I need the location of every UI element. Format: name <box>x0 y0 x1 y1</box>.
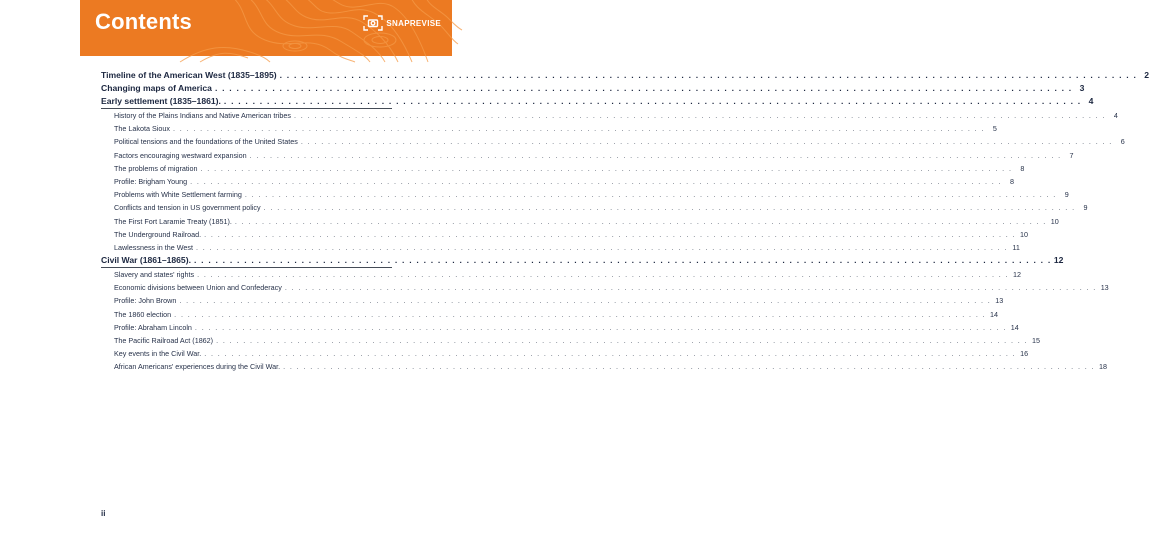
toc-section-row[interactable] <box>101 254 1064 268</box>
toc-subsection-row[interactable] <box>101 334 1040 347</box>
toc-subsection-row[interactable] <box>101 360 1107 373</box>
toc-dot-leader: . . . . . . . . . . . . . . . . . . . . . . . . . . . . . . . . . . . . . . . . . . . . . . . . . . . . . . . . . . . . . . . . . . . . . . . . . . . . . . . . . . . . . . . . . . . . . . . . . . . . . . . . . . . . . . . . . . . . . . . . <box>283 362 1095 372</box>
toc-dot-leader: . . . . . . . . . . . . . . . . . . . . . . . . . . . . . . . . . . . . . . . . . . . . . . . . . . . . . . . . . . . . . . . . . . . . . . . . . . . . . . . . . . . . . . . . . . . . . . . . . . . . . . . . . . . . . . . . . . . . . . . . <box>193 255 1052 266</box>
toc-dot-leader: . . . . . . . . . . . . . . . . . . . . . . . . . . . . . . . . . . . . . . . . . . . . . . . . . . . . . . . . . . . . . . . . . . . . . . . . . . . . . . . . . . . . . . . . . . . . . . . . . . . . . . . . . . . . . . . . . . . . . . . . <box>216 336 1028 345</box>
toc-page-number: 14 <box>1010 322 1019 332</box>
toc-entry-title: The Underground Railroad. <box>114 229 202 239</box>
toc-entry-title: Profile: Brigham Young <box>114 176 188 186</box>
toc-dot-leader: . . . . . . . . . . . . . . . . . . . . . . . . . . . . . . . . . . . . . . . . . . . . . . . . . . . . . . . . . . . . . . . . . . . . . . . . . . . . . . . . . . . . . . . . . . . . . . . . . . . . . . . . . . . . . . . . . . . . . . . . <box>204 349 1017 359</box>
toc-dot-leader: . . . . . . . . . . . . . . . . . . . . . . . . . . . . . . . . . . . . . . . . . . . . . . . . . . . . . . . . . . . . . . . . . . . . . . . . . . . . . . . . . . . . . . . . . . . . . . . . . . . . . . . . . . . . . . . . . . . . . . . . <box>279 70 1138 80</box>
toc-dot-leader: . . . . . . . . . . . . . . . . . . . . . . . . . . . . . . . . . . . . . . . . . . . . . . . . . . . . . . . . . . . . . . . . . . . . . . . . . . . . . . . . . . . . . . . . . . . . . . . . . . . . . . . . . . . . . . . . . . . . . . . . <box>244 190 1057 200</box>
toc-entry-title: Political tensions and the foundations of the United States <box>114 137 298 147</box>
toc-page-number: 10 <box>1019 229 1028 239</box>
toc-subsection-row[interactable] <box>101 201 1088 214</box>
toc-page-number: 8 <box>1020 163 1025 173</box>
toc-page-number: 3 <box>1079 83 1085 93</box>
toc-dot-leader: . . . . . . . . . . . . . . . . . . . . . . . . . . . . . . . . . . . . . . . . . . . . . . . . . . . . . . . . . . . . . . . . . . . . . . . . . . . . . . . . . . . . . . . . . . . . . . . . . . . . . . . . . . . . . . . . . . . . . . . . <box>172 124 985 134</box>
toc-dot-leader: . . . . . . . . . . . . . . . . . . . . . . . . . . . . . . . . . . . . . . . . . . . . . . . . . . . . . . . . . . . . . . . . . . . . . . . . . . . . . . . . . . . . . . . . . . . . . . . . . . . . . . . . . . . . . . . . . . . . . . . . <box>179 296 992 306</box>
toc-subsection-row[interactable] <box>101 308 999 321</box>
toc-dot-leader: . . . . . . . . . . . . . . . . . . . . . . . . . . . . . . . . . . . . . . . . . . . . . . . . . . . . . . . . . . . . . . . . . . . . . . . . . . . . . . . . . . . . . . . . . . . . . . . . . . . . . . . . . . . . . . . . . . . . . . . . <box>197 270 1009 280</box>
toc-entry-title: The Pacific Railroad Act (1862) <box>114 336 214 345</box>
brand-name: SNAPREVISE <box>386 18 441 28</box>
toc-page-number: 8 <box>1010 176 1014 186</box>
toc-subsection-row[interactable] <box>101 188 1069 201</box>
contents-header-banner <box>80 0 452 56</box>
toc-subsection-row[interactable] <box>101 347 1029 360</box>
toc-page-number: 5 <box>992 124 997 134</box>
toc-page-number: 4 <box>1088 96 1094 106</box>
toc-dot-leader: . . . . . . . . . . . . . . . . . . . . . . . . . . . . . . . . . . . . . . . . . . . . . . . . . . . . . . . . . . . . . . . . . . . . . . . . . . . . . . . . . . . . . . . . . . . . . . . . . . . . . . . . . . . . . . . . . . . . . . . . <box>223 96 1082 106</box>
toc-subsection-row[interactable] <box>101 122 997 135</box>
toc-entry-title: History of the Plains Indians and Native American tribes <box>114 111 291 120</box>
toc-entry-title: Factors encouraging westward expansion <box>114 150 247 160</box>
toc-page-number: 9 <box>1083 203 1088 213</box>
toc-entry-title: Changing maps of America <box>101 83 212 93</box>
toc-subsection-row[interactable] <box>101 175 1014 188</box>
page-title: Contents <box>95 9 192 34</box>
toc-page-number: 12 <box>1012 270 1021 280</box>
toc-dot-leader: . . . . . . . . . . . . . . . . . . . . . . . . . . . . . . . . . . . . . . . . . . . . . . . . . . . . . . . . . . . . . . . . . . . . . . . . . . . . . . . . . . . . . . . . . . . . . . . . . . . . . . . . . . . . . . . . . . . . . . . . <box>284 283 1097 293</box>
toc-subsection-row[interactable] <box>101 162 1025 175</box>
toc-dot-leader: . . . . . . . . . . . . . . . . . . . . . . . . . . . . . . . . . . . . . . . . . . . . . . . . . . . . . . . . . . . . . . . . . . . . . . . . . . . . . . . . . . . . . . . . . . . . . . . . . . . . . . . . . . . . . . . . . . . . . . . . <box>194 322 1007 332</box>
toc-page-number: 11 <box>1012 242 1020 252</box>
toc-page-number: 2 <box>1144 70 1149 80</box>
toc-entry-title: Lawlessness in the West <box>114 242 193 252</box>
toc-dot-leader: . . . . . . . . . . . . . . . . . . . . . . . . . . . . . . . . . . . . . . . . . . . . . . . . . . . . . . . . . . . . . . . . . . . . . . . . . . . . . . . . . . . . . . . . . . . . . . . . . . . . . . . . . . . . . . . . . . . . . . . . <box>234 216 1047 226</box>
toc-entry-title: Profile: Abraham Lincoln <box>114 322 192 332</box>
toc-entry-title: The 1860 election <box>114 309 172 319</box>
toc-entry-title: The First Fort Laramie Treaty (1851). <box>114 216 232 226</box>
toc-dot-leader: . . . . . . . . . . . . . . . . . . . . . . . . . . . . . . . . . . . . . . . . . . . . . . . . . . . . . . . . . . . . . . . . . . . . . . . . . . . . . . . . . . . . . . . . . . . . . . . . . . . . . . . . . . . . . . . . . . . . . . . . <box>204 229 1016 239</box>
toc-page-number: 10 <box>1050 216 1059 226</box>
toc-page-number: 14 <box>990 309 999 319</box>
toc-subsection-row[interactable] <box>101 321 1019 334</box>
toc-subsection-row[interactable] <box>101 294 1004 307</box>
toc-subsection-row[interactable] <box>101 281 1109 294</box>
toc-page-number: 6 <box>1120 137 1125 147</box>
toc-page-number: 4 <box>1113 111 1118 120</box>
toc-entry-title: Conflicts and tension in US government policy <box>114 203 261 213</box>
toc-subsection-row[interactable] <box>101 149 1074 162</box>
toc-page-number: 9 <box>1064 190 1069 200</box>
toc-entry-title: Problems with White Settlement farming <box>114 190 242 200</box>
toc-section-row[interactable] <box>101 82 1085 95</box>
toc-subsection-row[interactable] <box>101 228 1028 241</box>
table-of-contents <box>101 69 1149 374</box>
toc-dot-leader: . . . . . . . . . . . . . . . . . . . . . . . . . . . . . . . . . . . . . . . . . . . . . . . . . . . . . . . . . . . . . . . . . . . . . . . . . . . . . . . . . . . . . . . . . . . . . . . . . . . . . . . . . . . . . . . . . . . . . . . . <box>190 176 1002 186</box>
toc-page-number: 15 <box>1031 336 1040 345</box>
toc-dot-leader: . . . . . . . . . . . . . . . . . . . . . . . . . . . . . . . . . . . . . . . . . . . . . . . . . . . . . . . . . . . . . . . . . . . . . . . . . . . . . . . . . . . . . . . . . . . . . . . . . . . . . . . . . . . . . . . . . . . . . . . . <box>200 163 1013 173</box>
page-number: ii <box>101 509 106 518</box>
toc-page-number: 16 <box>1020 349 1029 359</box>
toc-entry-title: Profile: John Brown <box>114 296 177 306</box>
toc-entry-title: Early settlement (1835–1861). <box>101 96 221 106</box>
toc-dot-leader: . . . . . . . . . . . . . . . . . . . . . . . . . . . . . . . . . . . . . . . . . . . . . . . . . . . . . . . . . . . . . . . . . . . . . . . . . . . . . . . . . . . . . . . . . . . . . . . . . . . . . . . . . . . . . . . . . . . . . . . . <box>214 83 1073 93</box>
toc-entry-title: African Americans' experiences during the Civil War. <box>114 362 281 372</box>
toc-page-number: 13 <box>995 296 1004 306</box>
toc-dot-leader: . . . . . . . . . . . . . . . . . . . . . . . . . . . . . . . . . . . . . . . . . . . . . . . . . . . . . . . . . . . . . . . . . . . . . . . . . . . . . . . . . . . . . . . . . . . . . . . . . . . . . . . . . . . . . . . . . . . . . . . . <box>195 242 1008 252</box>
toc-dot-leader: . . . . . . . . . . . . . . . . . . . . . . . . . . . . . . . . . . . . . . . . . . . . . . . . . . . . . . . . . . . . . . . . . . . . . . . . . . . . . . . . . . . . . . . . . . . . . . . . . . . . . . . . . . . . . . . . . . . . . . . . <box>174 309 987 319</box>
toc-page-number: 18 <box>1098 362 1107 372</box>
toc-subsection-row[interactable] <box>101 109 1118 122</box>
toc-entry-title: The Lakota Sioux <box>114 124 170 134</box>
brand-logo <box>363 14 441 32</box>
toc-entry-title: Timeline of the American West (1835–1895) <box>101 70 277 80</box>
toc-dot-leader: . . . . . . . . . . . . . . . . . . . . . . . . . . . . . . . . . . . . . . . . . . . . . . . . . . . . . . . . . . . . . . . . . . . . . . . . . . . . . . . . . . . . . . . . . . . . . . . . . . . . . . . . . . . . . . . . . . . . . . . . <box>263 203 1076 213</box>
toc-section-row[interactable] <box>101 69 1149 82</box>
toc-dot-leader: . . . . . . . . . . . . . . . . . . . . . . . . . . . . . . . . . . . . . . . . . . . . . . . . . . . . . . . . . . . . . . . . . . . . . . . . . . . . . . . . . . . . . . . . . . . . . . . . . . . . . . . . . . . . . . . . . . . . . . . . <box>249 150 1062 160</box>
toc-dot-leader: . . . . . . . . . . . . . . . . . . . . . . . . . . . . . . . . . . . . . . . . . . . . . . . . . . . . . . . . . . . . . . . . . . . . . . . . . . . . . . . . . . . . . . . . . . . . . . . . . . . . . . . . . . . . . . . . . . . . . . . . <box>293 111 1106 120</box>
toc-entry-title: Civil War (1861–1865). <box>101 255 191 266</box>
toc-subsection-row[interactable] <box>101 135 1125 148</box>
toc-entry-title: Economic divisions between Union and Confederacy <box>114 283 282 293</box>
toc-entry-title: The problems of migration <box>114 163 198 173</box>
toc-entry-title: Slavery and states' rights <box>114 270 195 280</box>
toc-subsection-row[interactable] <box>101 268 1021 281</box>
toc-dot-leader: . . . . . . . . . . . . . . . . . . . . . . . . . . . . . . . . . . . . . . . . . . . . . . . . . . . . . . . . . . . . . . . . . . . . . . . . . . . . . . . . . . . . . . . . . . . . . . . . . . . . . . . . . . . . . . . . . . . . . . . . <box>300 137 1113 147</box>
toc-entry-title: Key events in the Civil War. <box>114 349 202 359</box>
toc-page-number: 12 <box>1053 255 1064 266</box>
camera-brackets-icon <box>363 15 383 31</box>
toc-subsection-row[interactable] <box>101 241 1020 254</box>
book-page <box>80 0 1149 533</box>
toc-section-row[interactable] <box>101 95 1094 109</box>
toc-page-number: 7 <box>1069 150 1074 160</box>
toc-subsection-row[interactable] <box>101 215 1059 228</box>
toc-page-number: 13 <box>1100 283 1109 293</box>
